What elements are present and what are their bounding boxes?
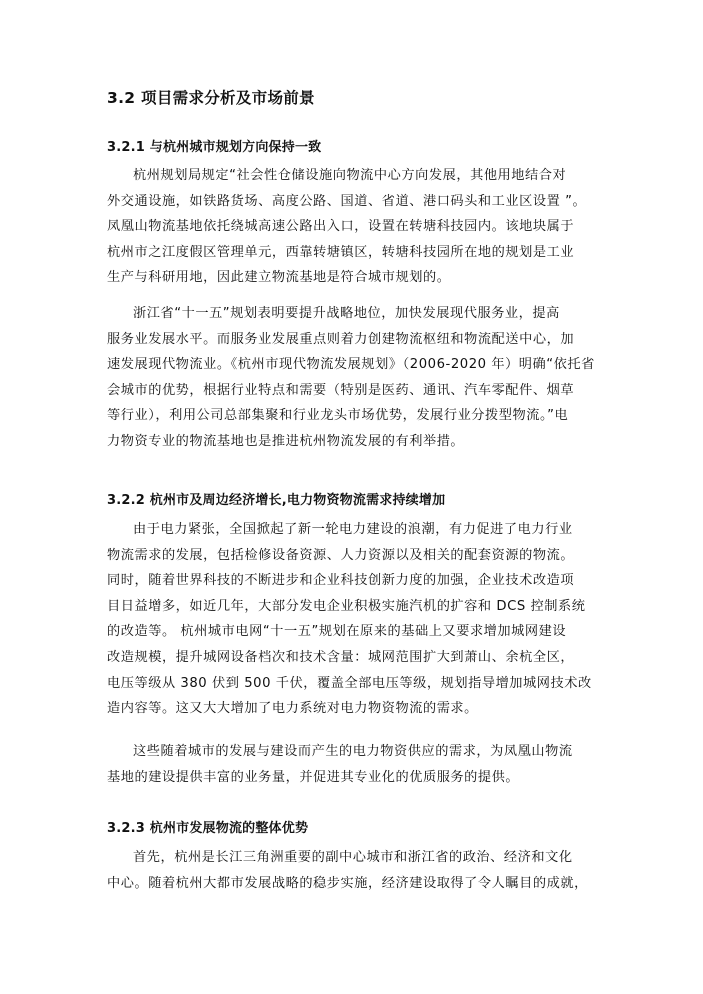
- text-line: 首先，杭州是长江三角洲重要的副中心城市和浙江省的政治、经济和文化: [133, 850, 573, 865]
- text-line: 速发展现代物流业。《杭州市现代物流发展规划》（2006-2020 年）明确“依托省: [107, 357, 595, 373]
- text-line: 目日益增多，如近几年，大部分发电企业积极实施汽机的扩容和 DCS 控制系统: [107, 598, 586, 614]
- text-line: 由于电力紧张，全国掀起了新一轮电力建设的浪潮，有力促进了电力行业: [133, 522, 573, 537]
- paragraph-planning-bureau: [107, 163, 602, 291]
- text-line: 造内容等。这又大大增加了电力系统对电力物资物流的需求。: [107, 701, 478, 717]
- text-line: 物流需求的发展，包括检修设备资源、人力资源以及相关的配套资源的物流。: [107, 547, 575, 563]
- paragraph-supply-demand: [107, 739, 602, 790]
- paragraph-zhejiang-plan: [107, 301, 602, 455]
- paragraph-hangzhou-advantage: [107, 845, 602, 896]
- text-line: 改造规模，提升城网设备档次和技术含量：城网范围扩大到萧山、余杭全区，: [107, 649, 575, 665]
- text-line: 服务业发展水平。而服务业发展重点则着力创建物流枢纽和物流配送中心，加: [107, 331, 575, 347]
- paragraph-power-demand: [107, 517, 602, 722]
- text-line: 生产与科研用地，因此建立物流基地是符合城市规划的。: [107, 270, 451, 286]
- text-line: 这些随着城市的发展与建设而产生的电力物资供应的需求，为凤凰山物流: [133, 744, 573, 759]
- text-line: 外交通设施，如铁路货场、高度公路、国道、省道、港口码头和工业区设置 ”。: [107, 193, 587, 209]
- text-line: 浙江省“十一五”规划表明要提升战略地位，加快发展现代服务业，提高: [133, 306, 560, 321]
- text-line: 凤凰山物流基地依托绕城高速公路出入口，设置在转塘科技园内。该地块属于: [107, 219, 575, 235]
- text-line: 等行业），利用公司总部集聚和行业龙头市场优势，发展行业分拨型物流。”电: [107, 408, 569, 424]
- text-line: 杭州市之江度假区管理单元，西靠转塘镇区，转塘科技园所在地的规划是工业: [107, 244, 575, 260]
- subsection-heading-3-2-1: 3.2.1 与杭州城市规划方向保持一致: [107, 140, 322, 155]
- text-line: 中心。随着杭州大都市发展战略的稳步实施，经济建设取得了令人瞩目的成就，: [107, 875, 588, 891]
- text-line: 杭州规划局规定“社会性仓储设施向物流中心方向发展，其他用地结合对: [133, 168, 567, 183]
- text-line: 同时，随着世界科技的不断进步和企业科技创新力度的加强，企业技术改造项: [107, 573, 575, 589]
- subsection-heading-3-2-3: 3.2.3 杭州市发展物流的整体优势: [107, 821, 309, 836]
- text-line: 力物资专业的物流基地也是推进杭州物流发展的有利举措。: [107, 433, 465, 449]
- text-line: 电压等级从 380 伏到 500 千伏，覆盖全部电压等级，规划指导增加城网技术改: [107, 675, 592, 691]
- text-line: 基地的建设提供丰富的业务量，并促进其专业化的优质服务的提供。: [107, 769, 520, 785]
- section-title: 3.2 项目需求分析及市场前景: [107, 89, 315, 107]
- text-line: 的改造等。 杭州城市电网“十一五”规划在原来的基础上又要求增加城网建设: [107, 624, 567, 640]
- subsection-heading-3-2-2: 3.2.2 杭州市及周边经济增长,电力物资物流需求持续增加: [107, 493, 446, 508]
- text-line: 会城市的优势，根据行业特点和需要（特别是医药、通讯、汽车零配件、烟草: [107, 382, 575, 398]
